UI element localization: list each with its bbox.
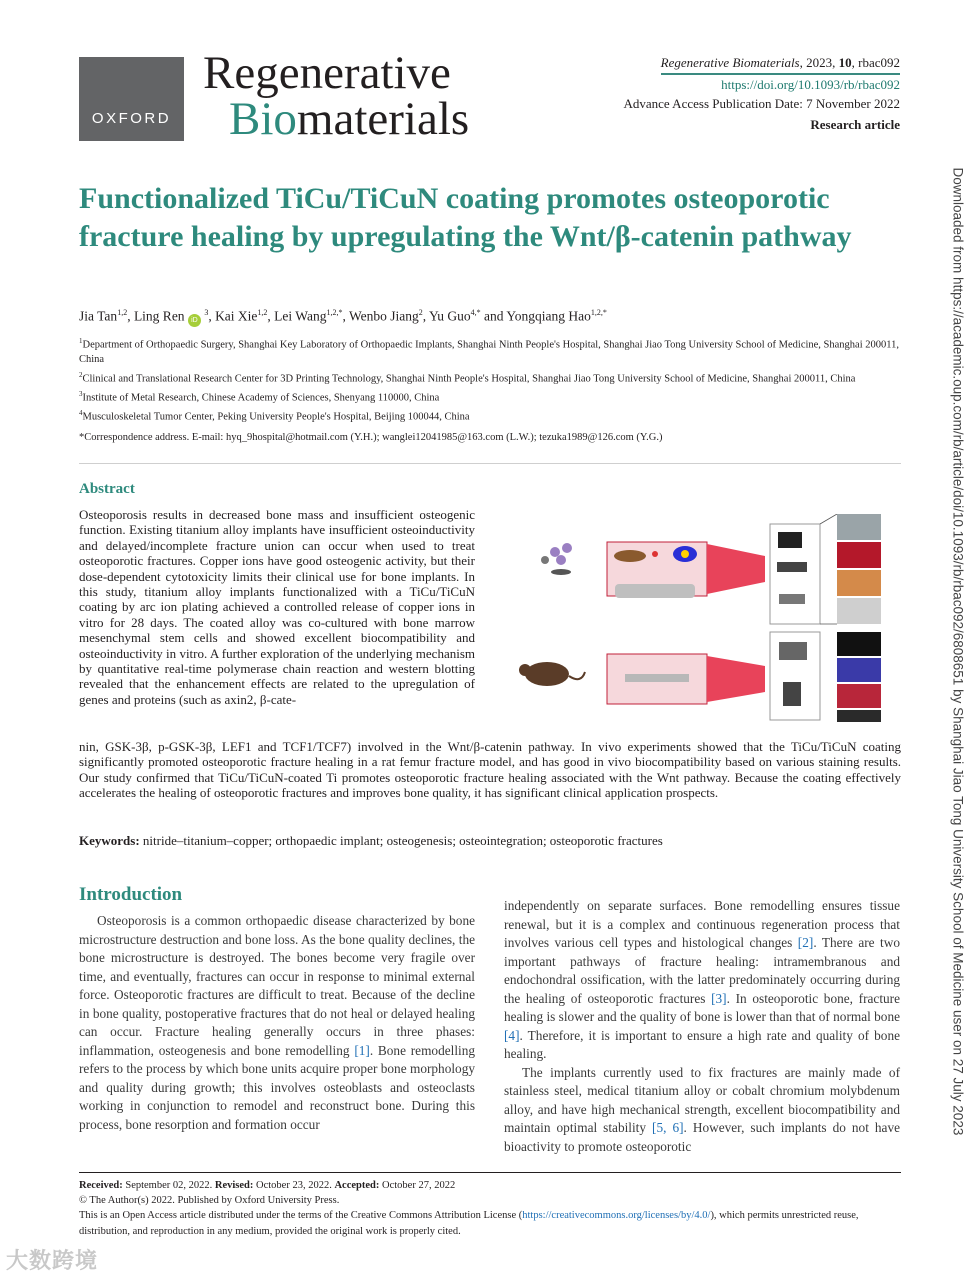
graphical-abstract-arrow-bottom — [707, 656, 765, 702]
graphical-abstract-lab-equipment — [770, 524, 820, 624]
footer-notes — [79, 1178, 901, 1239]
author-separator: , — [208, 308, 216, 324]
affiliation-marker: 1 — [79, 337, 83, 345]
author-separator: , — [342, 308, 349, 324]
copyright-line: © The Author(s) 2022. Published by Oxford University Press. — [79, 1195, 340, 1207]
affiliation-text: Clinical and Translational Research Center for 3D Printing Technology, Shanghai Ninth People's Hospital, Shanghai Jiao Tong University School of Medicine, Shanghai 200011, China — [82, 373, 856, 384]
journal-name-line2: Biomaterials — [229, 93, 470, 145]
author-list — [79, 308, 909, 327]
journal-name-line1: Regenerative — [203, 47, 451, 99]
graphical-abstract-arrow-top — [707, 544, 765, 594]
citation-block — [570, 53, 900, 134]
affiliation-item — [79, 387, 901, 406]
author-affiliation-marker: 4,* — [470, 308, 481, 317]
dates-line: Received: September 02, 2022. Revised: October 23, 2022. Accepted: October 27, 2022 — [79, 1180, 456, 1191]
journal-citation: Regenerative Biomaterials, 2023, 10, rbac092 — [661, 53, 900, 75]
affiliation-item — [79, 334, 901, 368]
intro-column-right: independently on separate surfaces. Bone remodelling ensures tissue renewal, but it is a complex and continuous regeneration process that involves various cell types and histological changes [2]. There are two important pathways of fracture healing: intramembranous and endochondral ossification, with the latter predominately occurring during the healing of osteoporotic fractures [3]. In osteoporotic bone, fracture healing is slower and the quality of bone is lower than that of normal bone [4]. Therefore, it is important to ensure a high rate and quality of bone healing. The implants currently used to fix fractures are mainly made of stainless steel, medical titanium alloy or cobalt chromium molybdenum alloy, and have high mechanical strength, excellent biocompatibility and maintain optimal stability [5, 6]. However, such implants do not have bioactivity to promote osteoporotic — [504, 898, 901, 1154]
author-name: Yu Guo — [429, 308, 471, 324]
graphical-abstract-stain-panels-top — [820, 514, 881, 624]
watermark: 大数跨境 — [6, 1248, 99, 1273]
graphical-abstract-imaging-equipment — [770, 632, 820, 720]
abstract-text-part1: Osteoporosis results in decreased bone mass and insufficient osteogenic function. Existing titanium alloy implants have insufficient osteoinductivity and delayed/incomplete fracture union can occur when used to treat osteoporotic fractures. Copper ions have good osteogenic activity, but their dose-dependent cytotoxicity limits their clinical use for bone implants. In this study, titanium alloy implants functionalized with a TiCu/TiCuN coating by arc ion plating achieved a controlled release of copper ions in vitro for 28 days. The coated alloy was co-cultured with bone marrow mesenchymal stem cells and showed excellent biocompatibility and osteoinductivity in vitro. A further exploration of the underlying mechanism by quantitative real-time polymerase chain reaction and western blotting revealed that the enhancement effects are related to the upregulation of genes and proteins (such as axin2, β-cate- — [79, 507, 475, 707]
reference-link[interactable]: [4] — [504, 1027, 520, 1043]
affiliation-text: Department of Orthopaedic Surgery, Shanghai Key Laboratory of Orthopaedic Implants, Shanghai Ninth People's Hospital, Shanghai Jiao Tong University School of Medicine, Shanghai 200011, China — [79, 339, 899, 365]
license-link[interactable]: https://creativecommons.org/licenses/by/4.0/ — [522, 1210, 711, 1222]
article-type: Research article — [810, 117, 900, 132]
author-separator: , — [267, 308, 275, 324]
affiliation-item — [79, 368, 901, 387]
reference-link[interactable]: [5, 6] — [652, 1120, 684, 1135]
graphical-abstract-implant-figure — [607, 542, 707, 598]
oxford-logo — [79, 57, 184, 141]
affiliation-text: Institute of Metal Research, Chinese Academy of Sciences, Shenyang 110000, China — [82, 392, 440, 403]
abstract-text-part2: nin, GSK-3β, p-GSK-3β, LEF1 and TCF1/TCF7) involved in the Wnt/β-catenin pathway. In vivo experiments showed that the TiCu/TiCuN coating significantly promoted osteoporotic fracture healing in a rat femur fracture model, and has good in vivo biocompatibility based on various staining results. Our study confirmed that TiCu/TiCuN-coated Ti promotes osteoporotic fracture healing associated with the Wnt pathway. Because the coating effectively accelerates the healing of osteoporotic fractures and improves bone quality, it has significant clinical application prospects. — [79, 739, 901, 801]
author-affiliation-marker: 1,2 — [117, 308, 128, 317]
author-name: Kai Xie — [215, 308, 258, 324]
author-affiliation-marker: 3 — [204, 308, 209, 317]
affiliation-marker: 2 — [79, 370, 83, 379]
journal-logo — [203, 47, 470, 145]
reference-link[interactable]: [3] — [711, 990, 727, 1006]
affiliations — [79, 334, 901, 425]
footer-divider — [79, 1172, 901, 1173]
author-name: Lei Wang — [274, 308, 327, 324]
author-name: Yongqiang Hao — [506, 308, 591, 324]
graphical-abstract-stain-panels-bottom — [837, 632, 881, 722]
author-affiliation-marker: 1,2 — [257, 308, 268, 317]
orcid-icon[interactable]: iD — [188, 314, 201, 327]
author-name: Wenbo Jiang — [348, 308, 419, 324]
license-line: This is an Open Access article distributed under the terms of the Creative Commons Attribution License (https://creativecommons.org/licenses/by/4.0/), which permits unrestricted reuse, distribution, and reproduction in any medium, provided the original work is properly cited. — [79, 1210, 859, 1237]
introduction-heading: Introduction — [79, 884, 183, 905]
oxford-logo-text: OXFORD — [91, 110, 172, 127]
author-separator: and — [480, 308, 507, 324]
abstract-heading: Abstract — [79, 481, 135, 497]
author-separator: , — [127, 308, 134, 324]
affiliation-marker: 4 — [79, 408, 83, 417]
article-title: Functionalized TiCu/TiCuN coating promotes osteoporotic fracture healing by upregulating the Wnt/β-catenin pathway — [79, 182, 852, 253]
divider — [79, 463, 901, 464]
graphical-abstract — [515, 514, 903, 722]
author-affiliation-marker: 1,2,* — [590, 308, 607, 317]
author-name: Jia Tan — [79, 308, 118, 324]
author-affiliation-marker: 2 — [418, 308, 423, 317]
download-notice: Downloaded from https://academic.oup.com/rb/article/doi/10.1093/rb/rbac092/6808651 by Shanghai Jiao Tong University School of Medicine user on 27 July 2023 — [950, 167, 966, 1136]
advance-access-date: Advance Access Publication Date: 7 November 2022 — [623, 96, 900, 111]
affiliation-text: Musculoskeletal Tumor Center, Peking University People's Hospital, Beijing 100044, China — [82, 411, 470, 422]
affiliation-marker: 3 — [79, 389, 83, 398]
author-name: Ling Ren — [133, 308, 185, 324]
keywords: Keywords: nitride–titanium–copper; orthopaedic implant; osteogenesis; osteointegration; osteoporotic fractures — [79, 833, 663, 848]
correspondence: *Correspondence address. E-mail: hyq_9hospital@hotmail.com (Y.H.); wanglei12041985@163.com (L.W.); tezuka1989@126.com (Y.G.) — [79, 432, 663, 443]
graphical-abstract-cell-icons — [541, 543, 572, 575]
doi-link[interactable]: https://doi.org/10.1093/rb/rbac092 — [721, 77, 900, 92]
graphical-abstract-rat-figure — [519, 662, 585, 686]
intro-column-left: Osteoporosis is a common orthopaedic disease characterized by bone microstructure destruction and bone loss. As the bone quality declines, the bone microstructure is destroyed. The bones become very fragile over time, and eventually, fractures can occur in response to minimal external force. Osteoporotic fractures are difficult to treat. Because of the decline in bone quality, postoperative fractures that do not heal or delayed healing can occur. Fracture healing generally occurs in three phases: inflammation, osteogenesis and bone remodelling [1]. Bone remodelling refers to the process by which bone units acquire proper bone morphology and quality during growth; this involves osteoblasts and osteoclasts working in conjunction to remodel and reconstruct bone. During this process, bone resorption and formation occur — [79, 913, 476, 1132]
author-separator: , — [422, 308, 429, 324]
author-affiliation-marker: 1,2,* — [326, 308, 343, 317]
reference-link[interactable]: [2] — [797, 935, 814, 950]
reference-link[interactable]: [1] — [354, 1042, 370, 1058]
affiliation-item — [79, 406, 901, 425]
